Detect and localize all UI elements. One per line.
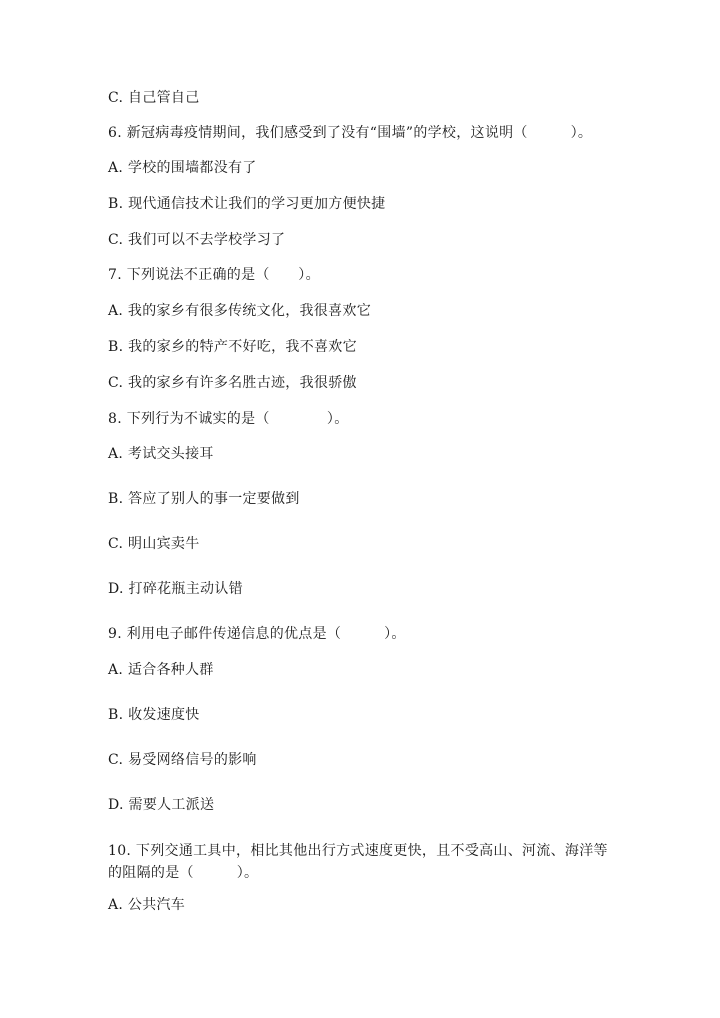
q8-option-d: D. 打碎花瓶主动认错	[108, 581, 243, 597]
q7-option-a: A. 我的家乡有很多传统文化，我很喜欢它	[108, 303, 372, 319]
q6-option-c: C. 我们可以不去学校学习了	[108, 232, 286, 248]
q10-option-a: A. 公共汽车	[108, 897, 186, 913]
q7-option-c: C. 我的家乡有许多名胜古迹，我很骄傲	[108, 375, 357, 391]
q9-option-b: B. 收发速度快	[108, 707, 200, 723]
q6-stem: 6. 新冠病毒疫情期间，我们感受到了没有“围墙”的学校，这说明（ ）。	[108, 125, 593, 141]
q6-option-b: B. 现代通信技术让我们的学习更加方便快捷	[108, 196, 386, 212]
q6-option-a: A. 学校的围墙都没有了	[108, 160, 257, 176]
q9-option-c: C. 易受网络信号的影响	[108, 752, 257, 768]
q9-option-d: D. 需要人工派送	[108, 797, 215, 813]
q8-option-c: C. 明山宾卖牛	[108, 536, 200, 552]
q9-option-a: A. 适合各种人群	[108, 662, 214, 678]
q8-option-b: B. 答应了别人的事一定要做到	[108, 491, 300, 507]
q8-stem: 8. 下列行为不诚实的是（ ）。	[108, 411, 349, 427]
q8-option-a: A. 考试交头接耳	[108, 446, 214, 462]
q7-option-b: B. 我的家乡的特产不好吃，我不喜欢它	[108, 339, 357, 355]
q10-stem: 10. 下列交通工具中，相比其他出行方式速度更快，且不受高山、河流、海洋等的阻隔的是（ ）。	[108, 843, 608, 881]
q7-stem: 7. 下列说法不正确的是（ ）。	[108, 267, 320, 283]
q5-option-c: C. 自己管自己	[108, 90, 200, 106]
q9-stem: 9. 利用电子邮件传递信息的优点是（ ）。	[108, 626, 406, 642]
